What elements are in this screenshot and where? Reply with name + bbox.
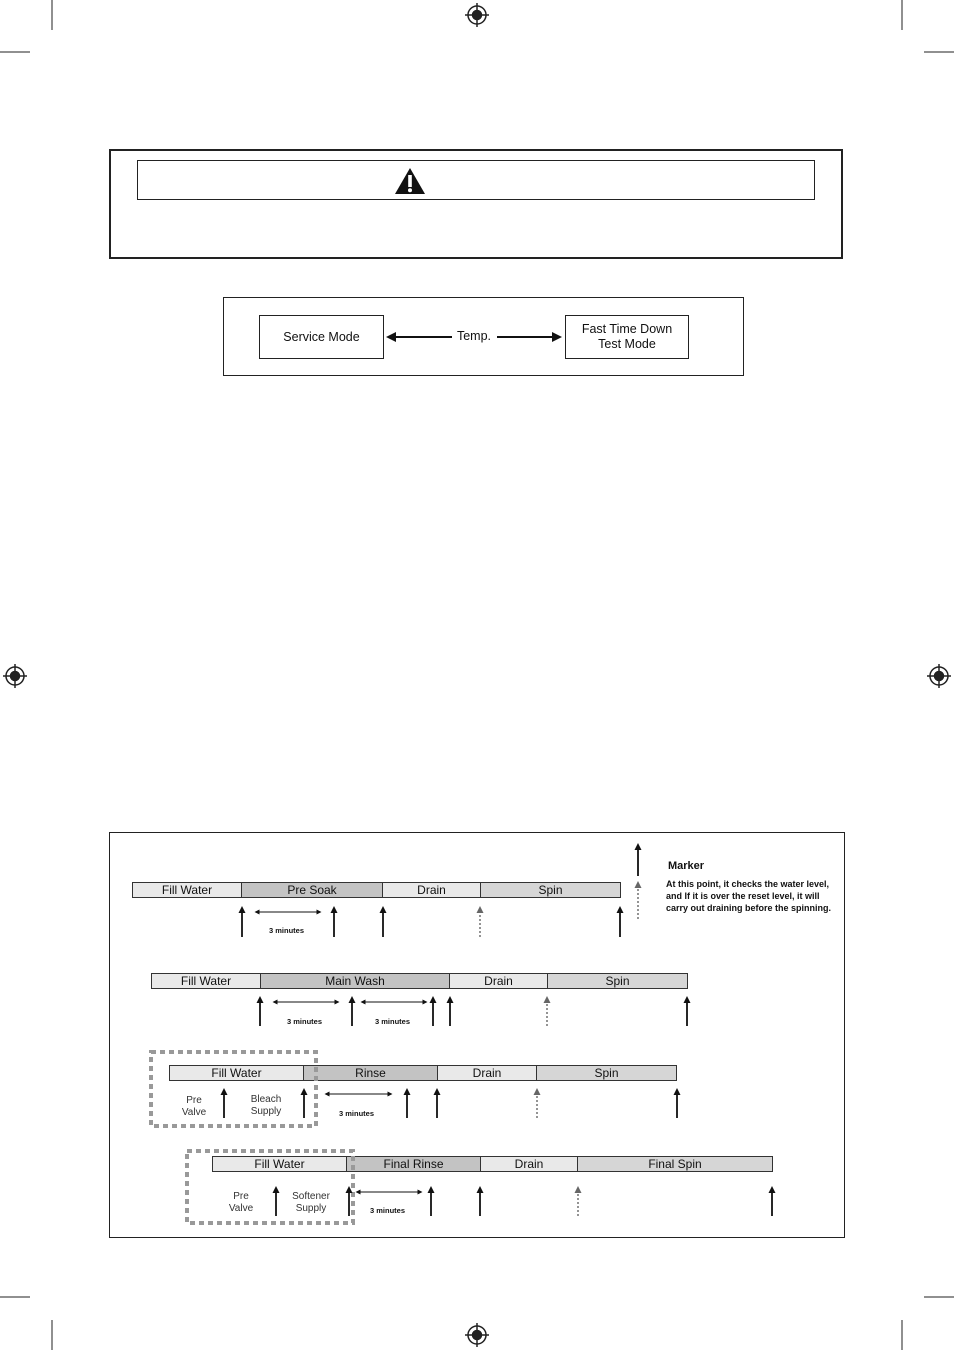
segment-drain: Drain	[449, 973, 548, 989]
registration-mark-right	[927, 664, 951, 688]
marker-legend-title: Marker	[668, 860, 705, 872]
fast-time-down-box	[565, 315, 689, 359]
registration-mark-top	[465, 3, 489, 27]
segment-spin: Spin	[547, 973, 688, 989]
segment-spin: Spin	[536, 1065, 677, 1081]
segment-spin: Spin	[480, 882, 621, 898]
registration-mark-bottom	[465, 1323, 489, 1347]
segment-main-wash: Main Wash	[260, 973, 450, 989]
segment-final-rinse: Final Rinse	[346, 1156, 481, 1172]
duration-label: 3 minutes	[339, 1109, 375, 1118]
segment-pre-soak: Pre Soak	[241, 882, 383, 898]
service-mode-box	[259, 315, 384, 359]
warning-triangle-icon	[394, 167, 426, 195]
segment-fill-water: Fill Water	[169, 1065, 304, 1081]
caution-header	[137, 160, 815, 200]
segment-drain: Drain	[382, 882, 481, 898]
test-mode-label: Test Mode	[598, 337, 656, 351]
duration-label: 3 minutes	[370, 1206, 406, 1215]
service-mode-label: Service Mode	[283, 329, 360, 344]
fast-time-down-label: Fast Time Down	[581, 322, 673, 336]
registration-mark-left	[3, 664, 27, 688]
segment-final-spin: Final Spin	[577, 1156, 773, 1172]
marker-legend-description: At this point, it checks the water level, and If it is over the reset level, it will carry out draining before the spinning.	[666, 879, 832, 913]
segment-fill-water: Fill Water	[151, 973, 261, 989]
segment-fill-water: Fill Water	[212, 1156, 347, 1172]
segment-drain: Drain	[480, 1156, 578, 1172]
segment-rinse: Rinse	[303, 1065, 438, 1081]
segment-fill-water: Fill Water	[132, 882, 242, 898]
bleach-supply-label: Bleach Supply	[250, 1094, 282, 1117]
softener-supply-label: Softener Supply	[292, 1191, 330, 1214]
segment-drain: Drain	[437, 1065, 537, 1081]
duration-label: 3 minutes	[269, 926, 305, 935]
duration-label: 3 minutes	[375, 1017, 411, 1026]
duration-label: 3 minutes	[287, 1017, 323, 1026]
pre-valve-label: Pre Valve	[228, 1191, 254, 1214]
temp-label: Temp.	[452, 329, 496, 343]
pre-valve-label: Pre Valve	[181, 1095, 207, 1118]
